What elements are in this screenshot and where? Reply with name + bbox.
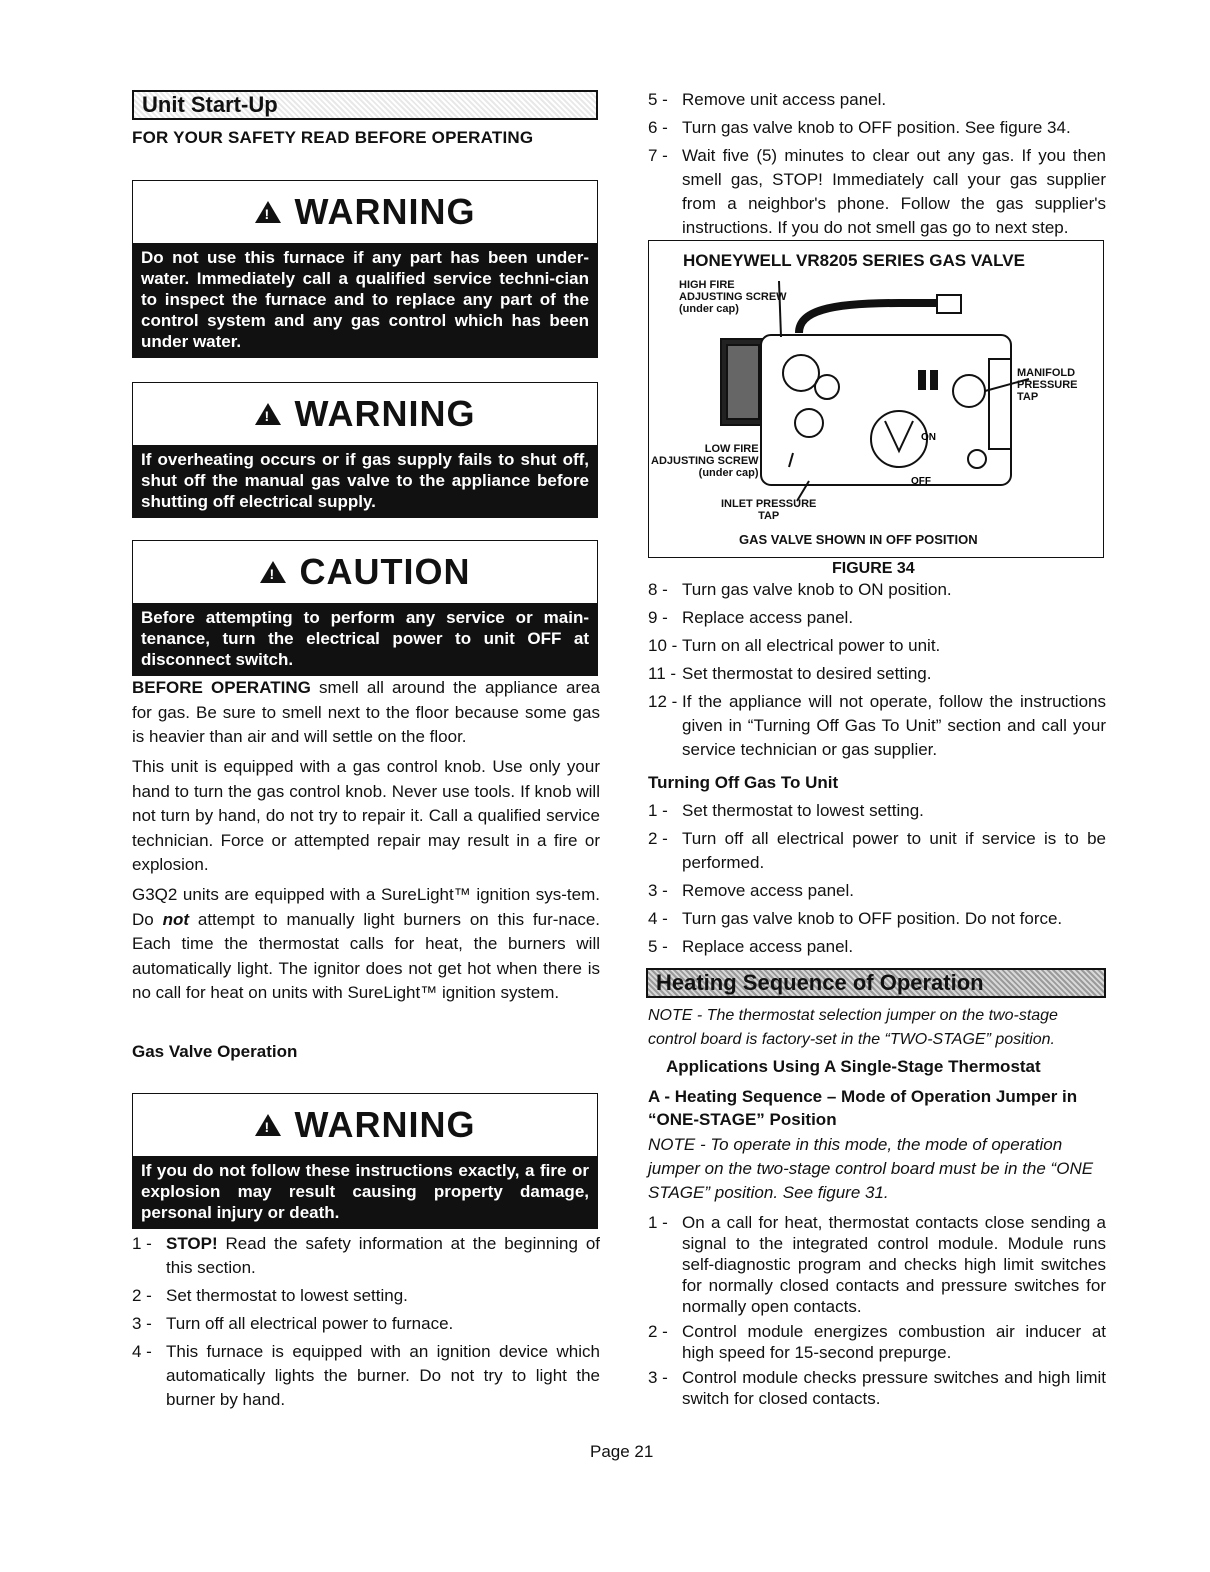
warning-heading: WARNING [294, 191, 476, 232]
knob-on-label: ON [921, 432, 936, 443]
warning-body: If overheating occurs or if gas supply fails to shut off, shut off the manual gas valve to the appliance before shutting off electrical supply. [133, 445, 597, 517]
caution-box [132, 540, 598, 676]
list-item: 1 - Set thermostat to lowest setting. [648, 801, 924, 820]
list-item: 9 - Replace access panel. [648, 608, 854, 627]
steps-mid-list [648, 578, 1106, 766]
gas-valve-steps-list [132, 1232, 600, 1416]
surelight-text-a: G3Q2 units are equipped with a SureLight™ ignition sys-tem. Do [132, 885, 600, 929]
before-operating-lead: BEFORE OPERATING [132, 678, 311, 697]
before-operating-text: smell all around the appliance area for gas. Be sure to smell next to the floor because some gas is heavier than air and will settle on the floor. [132, 678, 600, 746]
caution-heading: CAUTION [299, 551, 471, 592]
label-manifold: MANIFOLD PRESSURE TAP [1017, 367, 1078, 403]
warning-triangle-icon [255, 403, 281, 425]
caution-header [133, 541, 597, 603]
list-item: 1 - On a call for heat, thermostat contacts close sending a signal to the integrated control module. Module runs self-diagnostic program and checks high limit switches for normally closed contacts and pressure switches for normally open contacts. [648, 1213, 1106, 1316]
warning-header [133, 383, 597, 445]
list-item: 5 - Remove unit access panel. [648, 90, 887, 109]
list-item: 12 - If the appliance will not operate, follow the instructions given in “Turning Off Gas To Unit” section and call your service technician or gas supplier. [648, 692, 1106, 759]
section-title-heating-sequence: Heating Sequence of Operation [646, 968, 1106, 998]
surelight-paragraph [132, 883, 600, 1006]
list-item: 2 - Turn off all electrical power to unit if service is to be performed. [648, 829, 1106, 872]
warning-box-3 [132, 1093, 598, 1229]
before-operating-paragraph [132, 676, 600, 750]
list-item: 7 - Wait five (5) minutes to clear out any gas. If you then smell gas, STOP! Immediately call your gas supplier from a neighbor's phone. Follow the gas supplier's instructions. If you do not smell gas go to next step. [648, 146, 1106, 237]
gas-valve-illustration [649, 241, 1105, 559]
heating-sequence-steps-list [648, 1212, 1106, 1413]
warning-heading: WARNING [294, 1104, 476, 1145]
caution-triangle-icon [260, 561, 286, 583]
list-item: 8 - Turn gas valve knob to ON position. [648, 580, 952, 599]
list-item: 11 - Set thermostat to desired setting. [648, 664, 932, 683]
list-item: 3 - Turn off all electrical power to furnace. [132, 1314, 454, 1333]
gas-valve-operation-heading: Gas Valve Operation [132, 1042, 298, 1061]
warning-header [133, 181, 597, 243]
figure-footer: GAS VALVE SHOWN IN OFF POSITION [739, 532, 978, 547]
list-item: 3 - Control module checks pressure switches and high limit switch for closed contacts. [648, 1368, 1106, 1408]
list-item: 2 - Control module energizes combustion air inducer at high speed for 15-second prepurge. [648, 1322, 1106, 1362]
heating-sequence-a-heading: A - Heating Sequence – Mode of Operation Jumper in “ONE-STAGE” Position [648, 1087, 1078, 1129]
steps-top-list [648, 88, 1106, 244]
list-item: 1 - STOP! Read the safety information at the beginning of this section. [132, 1234, 600, 1277]
list-item: 4 - Turn gas valve knob to OFF position. Do not force. [648, 909, 1063, 928]
warning-header [133, 1094, 597, 1156]
warning-box-1 [132, 180, 598, 358]
page-number: Page 21 [590, 1442, 654, 1461]
label-high-fire: HIGH FIRE ADJUSTING SCREW (under cap) [679, 279, 787, 315]
list-item: 4 - This furnace is equipped with an ignition device which automatically lights the burner. Do not try to light the burner by hand. [132, 1342, 600, 1409]
list-item: 6 - Turn gas valve knob to OFF position. See figure 34. [648, 118, 1071, 137]
warning-triangle-icon [255, 1114, 281, 1136]
list-item: 2 - Set thermostat to lowest setting. [132, 1286, 408, 1305]
warning-triangle-icon [255, 201, 281, 223]
list-item: 3 - Remove access panel. [648, 881, 854, 900]
applications-heading: Applications Using A Single-Stage Thermostat [666, 1057, 1041, 1076]
note-one-stage: NOTE - To operate in this mode, the mode of operation jumper on the two-stage control board must be in the “ONE STAGE” position. See figure 31. [648, 1135, 1094, 1202]
list-item: 10 - Turn on all electrical power to unit. [648, 636, 941, 655]
section-title-unit-startup: Unit Start-Up [132, 90, 598, 120]
figure-34-gas-valve [648, 240, 1104, 558]
figure-caption: FIGURE 34 [832, 560, 915, 577]
knob-off-label: OFF [911, 476, 931, 487]
turning-off-gas-heading: Turning Off Gas To Unit [648, 773, 839, 792]
label-low-fire: LOW FIRE ADJUSTING SCREW (under cap) [651, 443, 759, 479]
note-thermostat-jumper: NOTE - The thermostat selection jumper on the two-stage control board is factory-set in the “TWO-STAGE” position. [648, 1007, 1058, 1048]
figure-title: HONEYWELL VR8205 SERIES GAS VALVE [683, 251, 1025, 270]
list-item: 5 - Replace access panel. [648, 937, 854, 956]
warning-box-2 [132, 382, 598, 518]
warning-heading: WARNING [294, 393, 476, 434]
caution-body: Before attempting to perform any service or main-tenance, turn the electrical power to unit OFF at disconnect switch. [133, 603, 597, 675]
turning-off-steps-list [648, 799, 1106, 963]
gas-control-knob-paragraph: This unit is equipped with a gas control knob. Use only your hand to turn the gas control knob. Never use tools. If knob will not turn by hand, do not try to repair it. Call a qualified service technician. Force or attempted repair may result in a fire or explosion. [132, 757, 600, 874]
warning-body: If you do not follow these instructions exactly, a fire or explosion may result causing property damage, personal injury or death. [133, 1156, 597, 1228]
label-inlet: INLET PRESSURE TAP [721, 498, 817, 522]
warning-body: Do not use this furnace if any part has been under-water. Immediately call a qualified service techni-cian to inspect the furnace and to replace any part of the control system and any gas control which has been under water. [133, 243, 597, 357]
surelight-not: not [162, 909, 190, 929]
safety-title: FOR YOUR SAFETY READ BEFORE OPERATING [132, 128, 534, 147]
surelight-text-b: attempt to manually light burners on this fur-nace. Each time the thermostat calls for heat, the burners will automatically light. The ignitor does not get hot when there is no call for heat on units with SureLight™ ignition system. [132, 909, 600, 1002]
